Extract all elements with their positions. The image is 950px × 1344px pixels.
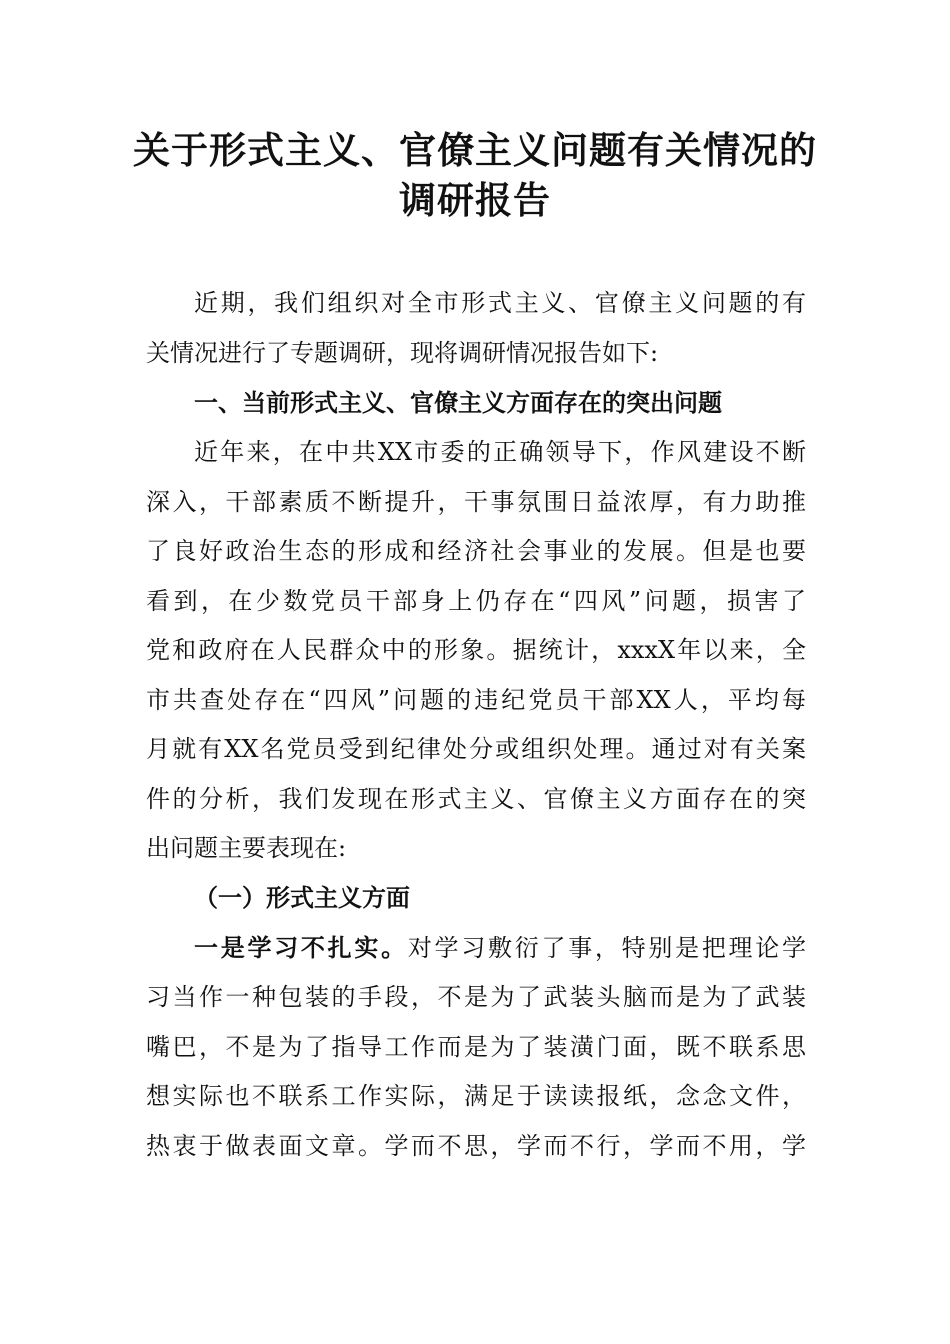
section-1-line-6: 市共查处存在“四风”问题的违纪党员干部XX人，平均每 (146, 686, 806, 714)
section-1-heading: 一、当前形式主义、官僚主义方面存在的突出问题 (194, 389, 722, 417)
subsection-1-heading: （一）形式主义方面 (194, 884, 410, 912)
section-1-line-2: 深入，干部素质不断提升，干事氛围日益浓厚，有力助推 (146, 488, 806, 516)
point-1-line-4: 想实际也不联系工作实际，满足于读读报纸，念念文件， (146, 1082, 806, 1110)
point-1-line-5: 热衷于做表面文章。学而不思，学而不行，学而不用，学 (146, 1132, 806, 1160)
point-1-line-1 (194, 928, 806, 968)
section-1-line-9: 出问题主要表现在: (146, 834, 347, 862)
point-1-lead: 一是学习不扎实。 (194, 934, 408, 962)
section-1-line-1: 近年来，在中共XX市委的正确领导下，作风建设不断 (194, 438, 806, 466)
report-title-line-2: 调研报告 (399, 178, 551, 222)
report-title-line-1: 关于形式主义、官僚主义问题有关情况的 (133, 128, 817, 172)
section-1-line-8: 件的分析，我们发现在形式主义、官僚主义方面存在的突 (146, 785, 806, 813)
section-1-line-4: 看到，在少数党员干部身上仍存在“四风”问题，损害了 (146, 587, 806, 615)
point-1-line-3: 嘴巴，不是为了指导工作而是为了装潢门面，既不联系思 (146, 1033, 806, 1061)
intro-line-1: 近期，我们组织对全市形式主义、官僚主义问题的有 (194, 289, 806, 317)
section-1-line-7: 月就有XX名党员受到纪律处分或组织处理。通过对有关案 (146, 735, 806, 763)
section-1-line-5: 党和政府在人民群众中的形象。据统计，xxxX年以来，全 (146, 636, 806, 664)
intro-line-2: 关情况进行了专题调研，现将调研情况报告如下: (146, 339, 659, 367)
point-1-line-2: 习当作一种包装的手段，不是为了武装头脑而是为了武装 (146, 983, 806, 1011)
section-1-line-3: 了良好政治生态的形成和经济社会事业的发展。但是也要 (146, 537, 806, 565)
point-1-first-text: 对学习敷衍了事，特别是把理论学 (407, 934, 807, 962)
